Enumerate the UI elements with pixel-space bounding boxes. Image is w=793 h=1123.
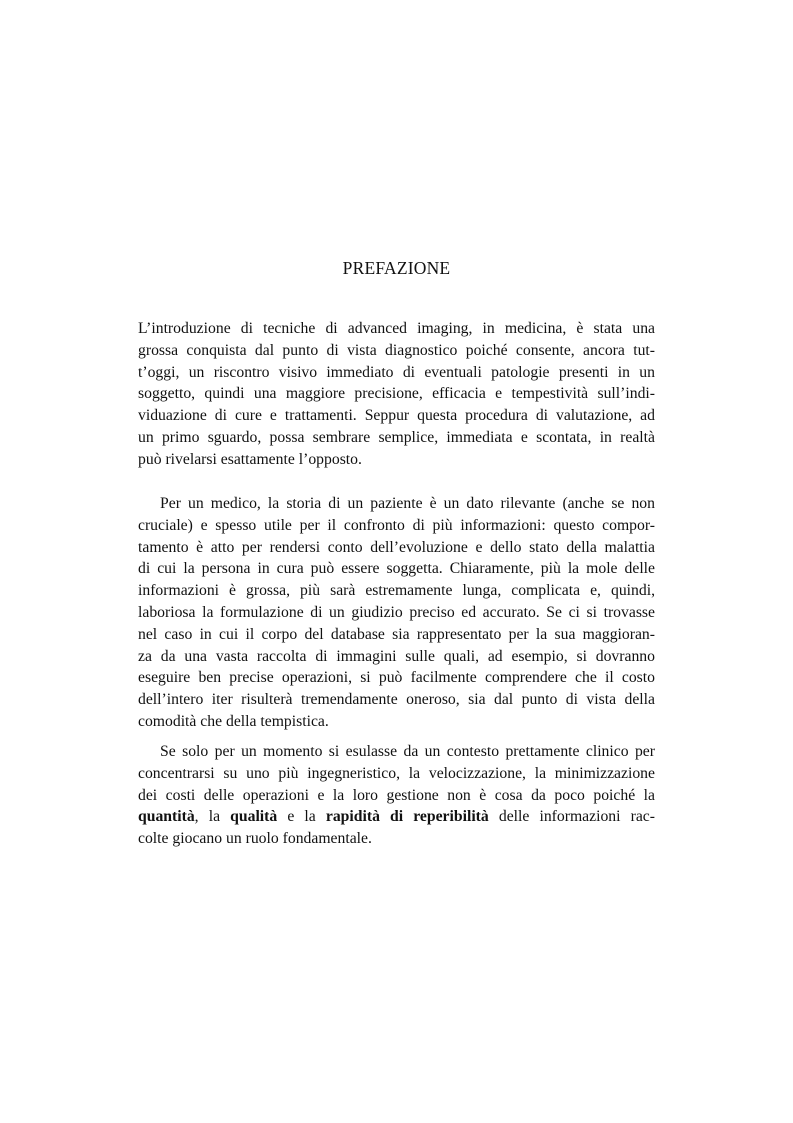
- text-line: laboriosa la formulazione di un giudizio preciso ed accurato. Se ci si trovasse: [138, 603, 655, 621]
- text-line: tamento è atto per rendersi conto dell’evoluzione e dello stato della malattia: [138, 538, 655, 556]
- text-line: dell’intero iter risulterà tremendamente oneroso, sia dal punto di vista della: [138, 691, 655, 709]
- text-line: dei costi delle operazioni e la loro gestione non è cosa da poco poiché la: [138, 786, 655, 804]
- text-line: t’oggi, un riscontro visivo immediato di eventuali patologie presenti in un: [138, 363, 655, 381]
- text-line-mixed: [138, 806, 655, 828]
- text-line: di cui la persona in cura può essere soggetta. Chiaramente, più la mole delle: [138, 560, 655, 578]
- text-line: informazioni è grossa, più sarà estremamente lunga, complicata e, quindi,: [138, 582, 655, 600]
- text-line: viduazione di cure e trattamenti. Seppur questa procedura di valutazione, ad: [138, 407, 655, 425]
- text-line: comodità che della tempistica.: [138, 712, 329, 730]
- bold-term-quantita: quantità: [138, 808, 195, 826]
- text-line: colte giocano un ruolo fondamentale.: [138, 830, 372, 848]
- text-line: un primo sguardo, possa sembrare semplice, immediata e scontata, in realtà: [138, 428, 655, 446]
- bold-term-rapidita: rapidità di reperibilità: [325, 808, 489, 826]
- text-line: Per un medico, la storia di un paziente è un dato rilevante (anche se non: [160, 495, 655, 512]
- page-title: PREFAZIONE: [342, 258, 451, 278]
- text-line: grossa conquista dal punto di vista diagnostico poiché consente, ancora tut-: [138, 341, 655, 359]
- text-line: cruciale) e spesso utile per il confronto di più informazioni: questo compor-: [138, 516, 655, 534]
- text-line: eseguire ben precise operazioni, si può facilmente comprendere che il costo: [138, 669, 655, 687]
- text-line: può rivelarsi esattamente l’opposto.: [138, 450, 362, 468]
- paragraph-2: [138, 493, 655, 733]
- inline-text: e la: [277, 808, 326, 826]
- text-line: nel caso in cui il corpo del database sia rappresentato per la sua maggioran-: [138, 625, 655, 643]
- paragraph-1: [138, 318, 655, 471]
- text-line: L’introduzione di tecniche di advanced imaging, in medicina, è stata una: [138, 320, 655, 337]
- text-line: za da una vasta raccolta di immagini sulle quali, ad esempio, si dovranno: [138, 647, 655, 665]
- inline-text: delle informazioni rac-: [488, 808, 655, 826]
- inline-text: , la: [194, 808, 231, 826]
- text-line: Se solo per un momento si esulasse da un contesto prettamente clinico per: [160, 743, 655, 760]
- text-line: soggetto, quindi una maggiore precisione, efficacia e tempestività sull’indi-: [138, 385, 655, 403]
- paragraph-3: [138, 741, 655, 850]
- text-line: concentrarsi su uno più ingegneristico, la velocizzazione, la minimizzazione: [138, 764, 655, 782]
- bold-term-qualita: qualità: [230, 808, 278, 826]
